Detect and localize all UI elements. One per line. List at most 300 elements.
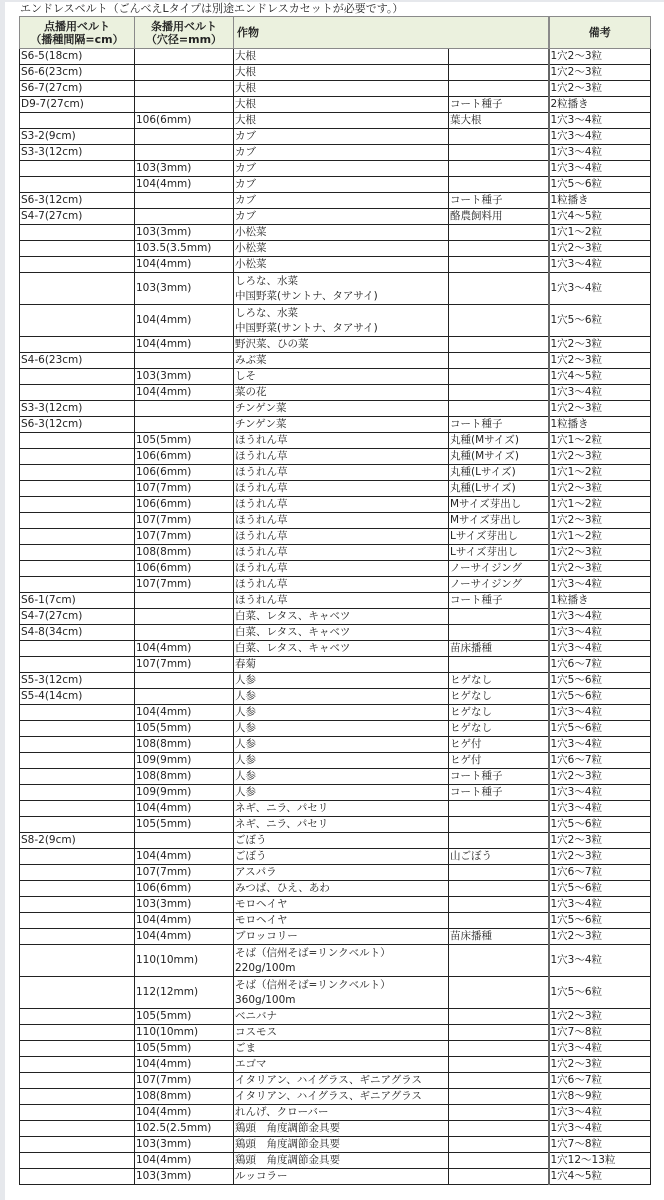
cell-crop-note [449,657,549,673]
cell-row-belt [135,145,234,161]
table-row [20,353,651,369]
table-row [20,625,651,641]
table-row [20,273,651,305]
cell-crop [234,833,449,849]
cell-remarks: 1穴7～8粒 [549,1025,651,1041]
cell-crop-note: 葉大根 [449,113,549,129]
table-row [20,801,651,817]
cell-remarks: 1穴5～6粒 [549,177,651,193]
header-point-belt-line2: （播種間隔=cm） [30,32,124,46]
cell-crop-note [449,817,549,833]
cell-crop [234,481,449,497]
cell-crop [234,113,449,129]
crop-line: ほうれん草 [235,466,288,478]
cell-point-belt: S6-5(18cm) [20,49,135,65]
cell-remarks: 1穴1～2粒 [549,529,651,545]
cell-remarks: 1穴4～5粒 [549,1169,651,1185]
crop-line: カブ [235,194,256,206]
cell-remarks: 1穴3～4粒 [549,737,651,753]
cell-point-belt [20,273,135,305]
crop-line: しそ [235,370,256,382]
cell-point-belt: S6-3(12cm) [20,417,135,433]
cell-point-belt [20,1169,135,1185]
cell-crop-note: ヒゲ付 [449,753,549,769]
cell-crop-note [449,801,549,817]
cell-crop [234,593,449,609]
crop-line: イタリアン、ハイグラス、ギニアグラス [235,1090,422,1102]
crop-line: エゴマ [235,1058,267,1070]
cell-row-belt: 105(5mm) [135,433,234,449]
cell-crop-note: ノーサイジング [449,577,549,593]
cell-crop [234,865,449,881]
cell-point-belt [20,113,135,129]
crop-line: コスモス [235,1026,277,1038]
cell-remarks: 1穴2～3粒 [549,561,651,577]
cell-crop [234,929,449,945]
cell-point-belt: S4-7(27cm) [20,609,135,625]
crop-line: 小松菜 [235,226,267,238]
cell-point-belt [20,785,135,801]
table-row [20,929,651,945]
table-row [20,81,651,97]
cell-row-belt [135,353,234,369]
table-row [20,561,651,577]
table-row [20,1121,651,1137]
cell-crop [234,1009,449,1025]
crop-line: みつば、ひえ、あわ [235,882,330,894]
cell-crop [234,769,449,785]
cell-row-belt [135,97,234,113]
table-row [20,689,651,705]
cell-crop-note [449,1057,549,1073]
crop-line: ほうれん草 [235,434,288,446]
cell-row-belt: 104(4mm) [135,705,234,721]
cell-remarks: 1穴6～7粒 [549,1073,651,1089]
cell-crop [234,849,449,865]
cell-remarks: 1粒播き [549,417,651,433]
cell-crop-note [449,129,549,145]
cell-row-belt [135,689,234,705]
cell-crop [234,497,449,513]
crop-line: 人参 [235,738,256,750]
cell-row-belt [135,209,234,225]
cell-crop-note [449,353,549,369]
cell-point-belt [20,481,135,497]
crop-line: 大根 [235,66,256,78]
crop-line: ほうれん草 [235,530,288,542]
table-row [20,1153,651,1169]
cell-remarks: 1穴5～6粒 [549,721,651,737]
crop-line: ごぼう [235,850,267,862]
cell-crop-note [449,49,549,65]
crop-line: ネギ、ニラ、パセリ [235,802,329,814]
crop-line: 人参 [235,722,256,734]
table-row [20,721,651,737]
table-row [20,865,651,881]
cell-point-belt [20,801,135,817]
cell-crop-note: 丸種(Lサイズ) [449,481,549,497]
cell-point-belt [20,865,135,881]
cell-crop [234,513,449,529]
cell-crop-note [449,945,549,977]
cell-row-belt: 103(3mm) [135,1169,234,1185]
table-row [20,897,651,913]
header-point-belt [20,17,135,49]
cell-point-belt: S4-8(34cm) [20,625,135,641]
crop-line: イタリアン、ハイグラス、ギニアグラス [235,1074,422,1086]
table-row [20,225,651,241]
crop-line: 春菊 [235,658,256,670]
cell-point-belt [20,161,135,177]
cell-crop-note: Mサイズ芽出し [449,497,549,513]
cell-remarks: 1穴2～3粒 [549,337,651,353]
cell-crop-note: ヒゲなし [449,721,549,737]
cell-crop-note: Lサイズ芽出し [449,529,549,545]
cell-crop [234,801,449,817]
cell-crop [234,81,449,97]
cell-crop [234,49,449,65]
cell-row-belt [135,49,234,65]
cell-point-belt: S8-2(9cm) [20,833,135,849]
crop-line: カブ [235,146,256,158]
cell-crop-note [449,977,549,1009]
cell-remarks: 1穴5～6粒 [549,913,651,929]
cell-remarks: 1穴4～5粒 [549,209,651,225]
cell-crop [234,913,449,929]
cell-point-belt [20,369,135,385]
crop-line: 野沢菜、ひの菜 [235,338,309,350]
cell-point-belt [20,1009,135,1025]
cell-crop-note [449,625,549,641]
cell-crop-note [449,401,549,417]
cell-remarks: 1穴2～3粒 [549,769,651,785]
cell-row-belt [135,129,234,145]
cell-crop-note [449,369,549,385]
cell-row-belt: 108(8mm) [135,769,234,785]
cell-crop [234,753,449,769]
crop-line: 小松菜 [235,242,267,254]
header-row-belt [135,17,234,49]
cell-crop-note [449,881,549,897]
cell-remarks: 1穴3～4粒 [549,273,651,305]
table-row [20,657,651,673]
table-body [20,49,651,1185]
cell-point-belt: S6-7(27cm) [20,81,135,97]
cell-remarks: 1穴3～4粒 [549,145,651,161]
cell-crop [234,65,449,81]
table-row [20,737,651,753]
cell-row-belt: 109(9mm) [135,785,234,801]
cell-row-belt: 105(5mm) [135,1041,234,1057]
cell-point-belt [20,753,135,769]
cell-remarks: 1穴3～4粒 [549,385,651,401]
table-row [20,65,651,81]
cell-point-belt [20,817,135,833]
cell-row-belt: 103(3mm) [135,161,234,177]
crop-line: そば（信州そば=リンクベルト） [235,978,391,991]
table-row [20,97,651,113]
cell-row-belt: 105(5mm) [135,721,234,737]
cell-row-belt: 104(4mm) [135,929,234,945]
cell-remarks: 1穴3～4粒 [549,641,651,657]
table-row [20,1089,651,1105]
cell-remarks: 1穴2～3粒 [549,481,651,497]
cell-remarks: 1穴3～4粒 [549,705,651,721]
crop-line: そば（信州そば=リンクベルト） [235,946,391,959]
table-row [20,1105,651,1121]
cell-point-belt [20,561,135,577]
crop-line: ほうれん草 [235,482,288,494]
cell-remarks: 1粒播き [549,593,651,609]
cell-remarks: 1穴2～3粒 [549,1009,651,1025]
cell-row-belt: 107(7mm) [135,529,234,545]
cell-point-belt [20,897,135,913]
cell-crop [234,721,449,737]
table-row [20,977,651,1009]
cell-crop [234,1153,449,1169]
crop-line: 白菜、レタス、キャベツ [235,626,351,638]
cell-remarks: 1穴1～2粒 [549,465,651,481]
cell-row-belt: 104(4mm) [135,1105,234,1121]
table-row [20,337,651,353]
cell-crop-note: Mサイズ芽出し [449,513,549,529]
cell-point-belt [20,577,135,593]
cell-remarks: 1穴3～4粒 [549,945,651,977]
crop-line: モロヘイヤ [235,898,288,910]
cell-crop [234,273,449,305]
table-row [20,481,651,497]
cell-remarks: 1穴1～2粒 [549,497,651,513]
cell-remarks: 1穴3～4粒 [549,609,651,625]
crop-line: みぶ菜 [235,354,267,366]
table-row [20,1025,651,1041]
cell-crop [234,161,449,177]
cell-crop [234,401,449,417]
cell-point-belt [20,465,135,481]
cell-crop-note [449,897,549,913]
crop-line: 人参 [235,754,256,766]
crop-line: 中国野菜(サントナ、タアサイ) [235,289,378,302]
cell-crop [234,1089,449,1105]
crop-line: 360g/100m [235,993,296,1006]
cell-point-belt [20,433,135,449]
cell-crop-note: コート種子 [449,785,549,801]
cell-remarks: 1穴5～6粒 [549,305,651,337]
cell-point-belt [20,849,135,865]
cell-row-belt: 106(6mm) [135,449,234,465]
crop-line: 小松菜 [235,258,267,270]
crop-line: モロヘイヤ [235,914,288,926]
crop-line: チンゲン菜 [235,418,287,430]
cell-remarks: 1穴3～4粒 [549,129,651,145]
crop-line: ネギ、ニラ、パセリ [235,818,329,830]
table-row [20,849,651,865]
crop-line: 鶏頭 角度調節金具要 [235,1122,340,1134]
cell-crop [234,1041,449,1057]
cell-crop-note [449,1169,549,1185]
cell-row-belt [135,193,234,209]
cell-crop-note [449,65,549,81]
cell-remarks: 1穴5～6粒 [549,673,651,689]
cell-crop [234,129,449,145]
cell-remarks: 1粒播き [549,193,651,209]
cell-crop [234,641,449,657]
cell-remarks: 1穴12～13粒 [549,1153,651,1169]
table-row [20,1041,651,1057]
cell-crop [234,705,449,721]
cell-row-belt: 104(4mm) [135,913,234,929]
crop-line: 大根 [235,114,256,126]
cell-point-belt: S6-1(7cm) [20,593,135,609]
cell-crop-note: ヒゲ付 [449,737,549,753]
cell-point-belt [20,1105,135,1121]
crop-line: れんげ、クローバー [235,1106,329,1118]
cell-row-belt: 106(6mm) [135,497,234,513]
cell-crop [234,945,449,977]
cell-point-belt [20,1041,135,1057]
cell-point-belt: S5-4(14cm) [20,689,135,705]
cell-point-belt [20,1121,135,1137]
cell-crop-note: 酪農飼料用 [449,209,549,225]
crop-line: 白菜、レタス、キャベツ [235,610,351,622]
crop-line: カブ [235,178,256,190]
cell-remarks: 1穴2～3粒 [549,81,651,97]
crop-line: チンゲン菜 [235,402,287,414]
cell-point-belt [20,945,135,977]
cell-crop-note: ヒゲなし [449,673,549,689]
cell-crop [234,177,449,193]
cell-remarks: 2粒播き [549,97,651,113]
table-row [20,401,651,417]
cell-crop-note [449,1041,549,1057]
cell-row-belt: 108(8mm) [135,1089,234,1105]
crop-line: カブ [235,162,256,174]
cell-row-belt: 104(4mm) [135,385,234,401]
cell-crop [234,305,449,337]
cell-row-belt: 104(4mm) [135,257,234,273]
header-point-belt-line1: 点播用ベルト [44,19,110,33]
cell-remarks: 1穴5～6粒 [549,881,651,897]
cell-remarks: 1穴2～3粒 [549,833,651,849]
cell-row-belt: 110(10mm) [135,1025,234,1041]
cell-row-belt: 104(4mm) [135,849,234,865]
table-row [20,881,651,897]
crop-line: 鶏頭 角度調節金具要 [235,1138,340,1150]
crop-line: カブ [235,130,256,142]
cell-point-belt [20,705,135,721]
cell-remarks: 1穴2～3粒 [549,353,651,369]
cell-remarks: 1穴2～3粒 [549,1057,651,1073]
cell-remarks: 1穴5～6粒 [549,689,651,705]
crop-line: ほうれん草 [235,578,288,590]
belt-table [19,16,651,1185]
cell-crop-note: ヒゲなし [449,689,549,705]
cell-crop [234,1105,449,1121]
cell-crop-note [449,609,549,625]
cell-crop-note [449,81,549,97]
cell-remarks: 1穴5～6粒 [549,817,651,833]
cell-crop-note: コート種子 [449,769,549,785]
cell-point-belt [20,641,135,657]
cell-crop [234,545,449,561]
crop-line: カブ [235,210,256,222]
cell-crop [234,449,449,465]
cell-crop [234,1169,449,1185]
cell-crop-note: コート種子 [449,417,549,433]
cell-row-belt: 104(4mm) [135,1057,234,1073]
cell-crop [234,657,449,673]
table-row [20,609,651,625]
table-row [20,209,651,225]
cell-crop-note [449,1073,549,1089]
cell-crop [234,225,449,241]
cell-point-belt: S4-6(23cm) [20,353,135,369]
table-row [20,417,651,433]
cell-crop [234,145,449,161]
cell-crop [234,353,449,369]
cell-remarks: 1穴2～3粒 [549,929,651,945]
cell-row-belt: 107(7mm) [135,865,234,881]
cell-crop [234,529,449,545]
table-row [20,1009,651,1025]
cell-crop [234,241,449,257]
cell-remarks: 1穴6～7粒 [549,657,651,673]
cell-row-belt [135,401,234,417]
cell-row-belt [135,625,234,641]
table-row [20,449,651,465]
cell-remarks: 1穴1～2粒 [549,225,651,241]
cell-row-belt: 107(7mm) [135,513,234,529]
table-row [20,945,651,977]
cell-crop-note [449,145,549,161]
cell-row-belt: 104(4mm) [135,1153,234,1169]
cell-crop-note [449,161,549,177]
cell-point-belt [20,545,135,561]
cell-point-belt [20,1153,135,1169]
cell-row-belt [135,593,234,609]
cell-crop-note [449,865,549,881]
cell-row-belt: 102.5(2.5mm) [135,1121,234,1137]
cell-point-belt: S3-2(9cm) [20,129,135,145]
cell-point-belt [20,1137,135,1153]
crop-line: しろな、水菜 [235,306,298,319]
crop-line: ブロッコリー [235,930,298,942]
cell-remarks: 1穴2～3粒 [549,545,651,561]
cell-point-belt [20,529,135,545]
cell-row-belt: 104(4mm) [135,305,234,337]
cell-row-belt: 103(3mm) [135,273,234,305]
cell-crop [234,369,449,385]
cell-crop-note [449,305,549,337]
cell-crop [234,881,449,897]
cell-crop [234,1137,449,1153]
cell-crop-note [449,833,549,849]
cell-row-belt: 109(9mm) [135,753,234,769]
cell-crop [234,417,449,433]
cell-crop [234,561,449,577]
cell-row-belt: 108(8mm) [135,545,234,561]
crop-line: ほうれん草 [235,594,288,606]
cell-crop-note: 山ごぼう [449,849,549,865]
cell-row-belt: 103(3mm) [135,897,234,913]
cell-crop-note: ノーサイジング [449,561,549,577]
cell-point-belt [20,449,135,465]
crop-line: 人参 [235,690,256,702]
table-row [20,1073,651,1089]
cell-row-belt: 104(4mm) [135,337,234,353]
crop-line: 人参 [235,706,256,718]
cell-remarks: 1穴2～3粒 [549,401,651,417]
